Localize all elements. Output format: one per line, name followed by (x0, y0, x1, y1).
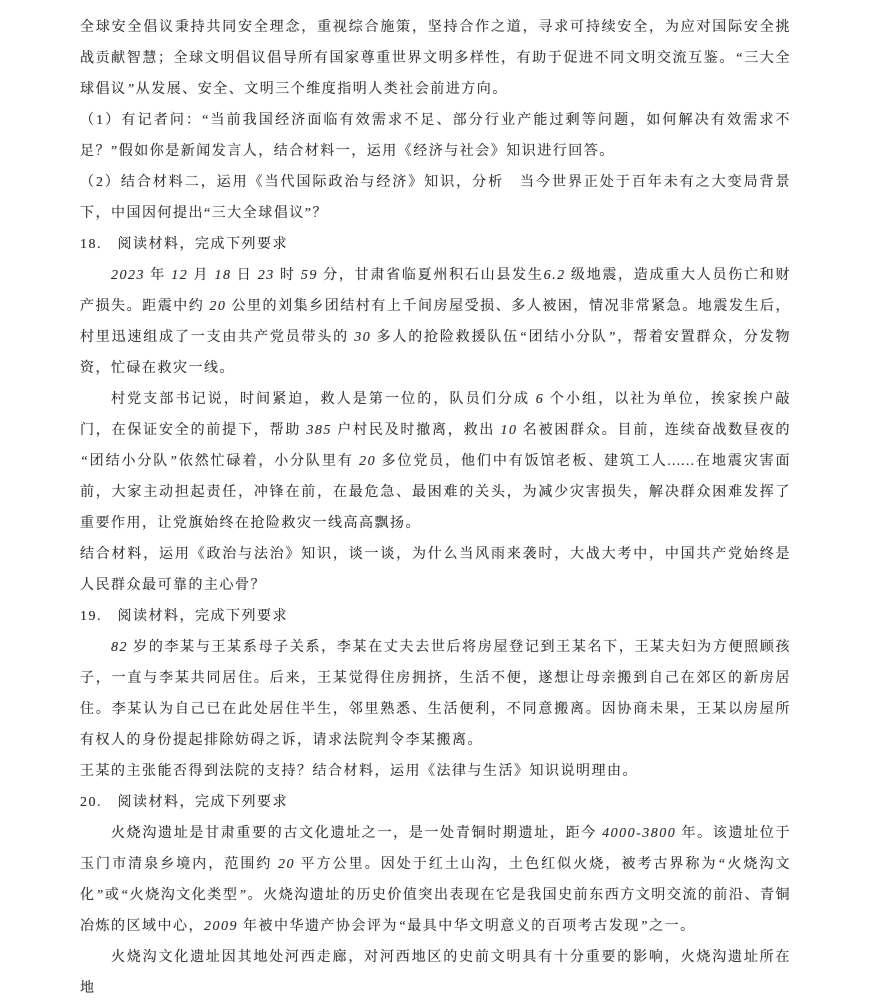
sub-question-1: （1）有记者问：“当前我国经济面临有效需求不足、部分行业产能过剩等问题，如何解决有效需求不足？”假如你是新闻发言人，结合材料一，运用《经济与社会》知识进行回答。 (80, 113, 791, 159)
question-19-heading: 19. 阅读材料，完成下列要求 (80, 609, 288, 624)
question-19-prompt: 王某的主张能否得到法院的支持？结合材料，运用《法律与生活》知识说明理由。 (80, 764, 638, 779)
question-18-material-paragraph-1: 2023 年 12 月 18 日 23 时 59 分，甘肃省临夏州积石山县发生6.2 级地震，造成重大人员伤亡和财产损失。距震中约 20 公里的刘集乡团结村有上千间房屋受损、多人被困，情况非常紧急。地震发生后，村里迅速组成了一支由共产党员带头的 30 多人的抢险救援队伍“团结小分队”，帮着安置群众，分发物资，忙碌在救灾一线。 (80, 268, 791, 376)
material-global-initiatives-paragraph: 全球安全倡议秉持共同安全理念，重视综合施策，坚持合作之道，寻求可持续安全，为应对国际安全挑战贡献智慧；全球文明倡议倡导所有国家尊重世界文明多样性，有助于促进不同文明交流互鉴。“三大全球倡议”从发展、安全、文明三个维度指明人类社会前进方向。 (80, 20, 791, 97)
sub-question-2: （2）结合材料二，运用《当代国际政治与经济》知识，分析 当今世界正处于百年未有之大变局背景下，中国因何提出“三大全球倡议”？ (80, 175, 791, 221)
question-20-material-paragraph-2: 火烧沟文化遗址因其地处河西走廊，对河西地区的史前文明具有十分重要的影响，火烧沟遗址所在地 (80, 950, 791, 996)
question-20-heading: 20. 阅读材料，完成下列要求 (80, 795, 288, 810)
question-20-material-paragraph-1: 火烧沟遗址是甘肃重要的古文化遗址之一，是一处青铜时期遗址，距今 4000-3800 年。该遗址位于玉门市清泉乡境内，范围约 20 平方公里。因处于红土山沟，土色红似火烧，被考古界称为“火烧沟文化”或“火烧沟文化类型”。火烧沟遗址的历史价值突出表现在它是我国史前东西方文明交流的前沿、青铜冶炼的区域中心，2009 年被中华遗产协会评为“最具中华文明意义的百项考古发现”之一。 (80, 826, 791, 934)
question-18-material-paragraph-2: 村党支部书记说，时间紧迫，救人是第一位的，队员们分成 6 个小组，以社为单位，挨家挨户敲门，在保证安全的前提下，帮助 385 户村民及时撤离，救出 10 名被困群众。目前，连续奋战数昼夜的“团结小分队”依然忙碌着，小分队里有 20 多位党员，他们中有饭馆老板、建筑工人……在地震灾害面前，大家主动担起责任，冲锋在前，在最危急、最困难的关头，为减少灾害损失，解决群众困难发挥了重要作用，让党旗始终在抢险救灾一线高高飘扬。 (80, 392, 791, 531)
question-18-prompt: 结合材料，运用《政治与法治》知识，谈一谈，为什么当风雨来袭时，大战大考中，中国共产党始终是人民群众最可靠的主心骨？ (80, 547, 791, 593)
question-19-material-paragraph: 82 岁的李某与王某系母子关系，李某在丈夫去世后将房屋登记到王某名下，王某夫妇为方便照顾孩子，一直与李某共同居住。后来，王某觉得住房拥挤，生活不便，遂想让母亲搬到自己在郊区的新房居住。李某认为自己已在此处居住半生，邻里熟悉、生活便利，不同意搬离。因协商未果，王某以房屋所有权人的身份提起排除妨碍之诉，请求法院判令李某搬离。 (80, 640, 791, 748)
question-18-heading: 18. 阅读材料，完成下列要求 (80, 237, 288, 252)
